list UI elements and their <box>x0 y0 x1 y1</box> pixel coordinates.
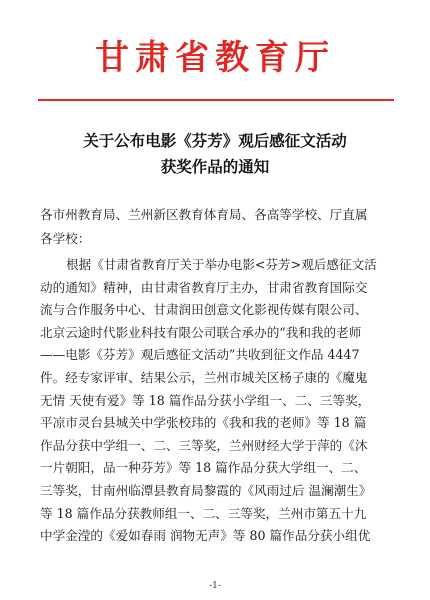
masthead-red-rule <box>38 99 394 101</box>
body-line: ——电影《芬芳》观后感征文活动”共收到征文作品 4447 <box>40 347 360 363</box>
body-line: 三等奖，甘南州临潭县教育局黎霞的《风雨过后 温澜潮生》 <box>40 482 372 498</box>
body-paragraph <box>40 254 400 548</box>
body-line: 北京云途时代影业科技有限公司联合承办的“我和我的老师 <box>40 324 362 340</box>
body-line: 流与合作服务中心、甘肃润田创意文化影视传媒有限公司、 <box>40 302 368 318</box>
salutation-line-1: 各市州教育局、兰州新区教育体育局、各高等学校、厅直属 <box>40 207 368 222</box>
salutation-line-2: 各学校： <box>40 231 91 246</box>
body-line: 件。经专家评审、结果公示，兰州市城关区杨子康的《魔鬼 <box>40 369 368 385</box>
body-line: 作品分获中学组一、二、三等奖，兰州财经大学于萍的《沐 <box>40 437 368 453</box>
body-line: 动的通知》精神，由甘肃省教育厅主办，甘肃省教育国际交 <box>40 279 368 295</box>
page-number: -1- <box>209 581 221 591</box>
body-line: 等 18 篇作品分获教师组一、二、三等奖，兰州市第五十九 <box>40 505 367 521</box>
document-title-line-1: 关于公布电影《芬芳》观后感征文活动 <box>83 131 347 150</box>
body-line: 平凉市灵台县城关中学张校玮的《我和我的老师》等 18 篇 <box>40 415 367 431</box>
body-line: 无情 天使有爱》等 18 篇作品分获小学组一、二、三等奖， <box>40 392 371 408</box>
body-line: 一片朝阳，品一种芬芳》等 18 篇作品分获大学组一、二、 <box>40 460 367 476</box>
body-line: 中学金滢的《爱如春雨 润物无声》等 80 篇作品分获小组优 <box>40 528 371 544</box>
document-title <box>40 128 390 180</box>
body-line: 根据《甘肃省教育厅关于举办电影<芬芳>观后感征文活 <box>66 257 377 272</box>
document-title-line-2: 获奖作品的通知 <box>160 157 270 176</box>
salutation <box>40 203 396 251</box>
masthead-title: 甘肃省教育厅 <box>95 38 335 78</box>
